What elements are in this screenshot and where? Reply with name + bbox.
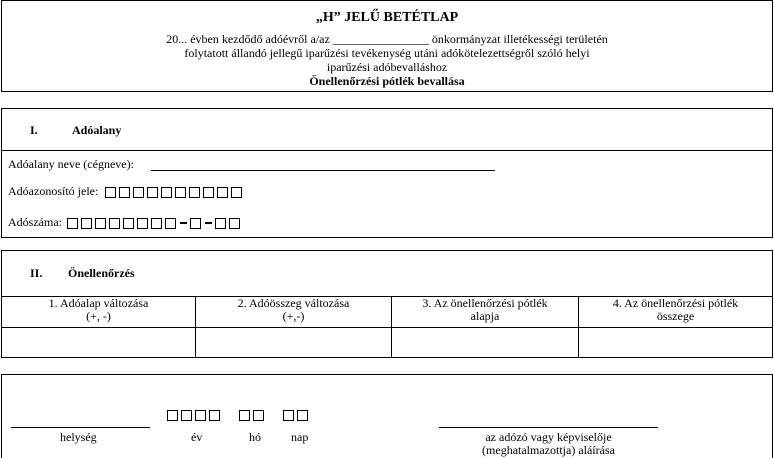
header-box	[1, 0, 773, 92]
digit-box[interactable]	[215, 218, 226, 229]
signer-label-2: (meghatalmazottja) aláírása	[482, 443, 615, 457]
separator-dash	[205, 222, 212, 224]
section-1-number: I.	[30, 123, 38, 137]
section-1-title: Adóalany	[72, 123, 122, 137]
date-field[interactable]	[167, 407, 311, 422]
separator-dash	[180, 222, 187, 224]
digit-box[interactable]	[175, 187, 186, 198]
tax-number-field[interactable]	[67, 215, 243, 229]
tax-id-label-text: Adóazonosító jele:	[8, 184, 99, 198]
taxpayer-name-label: Adóalany neve (cégneve):	[8, 157, 134, 171]
table-data-row	[2, 328, 773, 358]
tax-id-field[interactable]	[105, 184, 245, 198]
digit-box[interactable]	[203, 187, 214, 198]
digit-box[interactable]	[189, 187, 200, 198]
place-label: helység	[60, 430, 97, 444]
tax-number-label-text: Adószáma:	[8, 215, 62, 229]
signature-box	[1, 374, 773, 458]
digit-box[interactable]	[190, 218, 201, 229]
section-2-title: Önellenőrzés	[68, 266, 135, 280]
signature-field[interactable]	[439, 427, 658, 428]
digit-box[interactable]	[123, 218, 134, 229]
taxpayer-name-field[interactable]	[151, 170, 495, 171]
header-line-2: folytatott állandó jellegű iparűzési tevékenység utáni adókötelezettségről szóló helyi	[184, 46, 590, 60]
cell-penalty-base[interactable]	[392, 328, 579, 358]
section-1-divider	[2, 150, 772, 151]
place-field[interactable]	[11, 427, 150, 428]
digit-box[interactable]	[151, 218, 162, 229]
table-header-row	[2, 297, 773, 328]
section-2-number: II.	[30, 266, 43, 280]
column-header-2: 2. Adóösszeg változása (+,-)	[196, 297, 392, 328]
digit-box[interactable]	[109, 218, 120, 229]
day-label: nap	[291, 430, 309, 444]
header-subtitle: Önellenőrzési pótlék bevallása	[309, 74, 465, 88]
digit-box[interactable]	[95, 218, 106, 229]
digit-box[interactable]	[81, 218, 92, 229]
form-title: „H” JELŰ BETÉTLAP	[315, 10, 459, 25]
month-label: hó	[249, 430, 261, 444]
self-revision-table	[1, 296, 773, 358]
digit-box[interactable]	[147, 187, 158, 198]
cell-penalty-amount[interactable]	[579, 328, 773, 358]
digit-box[interactable]	[161, 187, 172, 198]
digit-box[interactable]	[105, 187, 116, 198]
digit-box[interactable]	[137, 218, 148, 229]
year-digit-box[interactable]	[195, 410, 206, 421]
digit-box[interactable]	[119, 187, 130, 198]
column-header-4: 4. Az önellenőrzési pótlék összege	[579, 297, 773, 328]
header-line-3: iparűzési adóbevalláshoz	[326, 60, 448, 74]
header-line-1: 20... évben kezdődő adóévről a/az ________________ önkormányzat illetékességi területén	[166, 32, 608, 46]
digit-box[interactable]	[133, 187, 144, 198]
column-header-1: 1. Adóalap változása (+, -)	[2, 297, 196, 328]
cell-amount-change[interactable]	[196, 328, 392, 358]
tax-number-label	[8, 215, 243, 230]
tax-id-label	[8, 184, 245, 199]
year-label: év	[191, 430, 203, 444]
month-digit-box[interactable]	[239, 410, 250, 421]
day-digit-box[interactable]	[297, 410, 308, 421]
year-digit-box[interactable]	[209, 410, 220, 421]
digit-box[interactable]	[67, 218, 78, 229]
digit-box[interactable]	[229, 218, 240, 229]
year-digit-box[interactable]	[181, 410, 192, 421]
month-digit-box[interactable]	[253, 410, 264, 421]
year-digit-box[interactable]	[167, 410, 178, 421]
signer-label-1: az adózó vagy képviselője	[485, 430, 612, 444]
cell-base-change[interactable]	[2, 328, 196, 358]
section-1-box	[1, 108, 773, 238]
digit-box[interactable]	[165, 218, 176, 229]
digit-box[interactable]	[217, 187, 228, 198]
day-digit-box[interactable]	[283, 410, 294, 421]
column-header-3: 3. Az önellenőrzési pótlék alapja	[392, 297, 579, 328]
digit-box[interactable]	[231, 187, 242, 198]
